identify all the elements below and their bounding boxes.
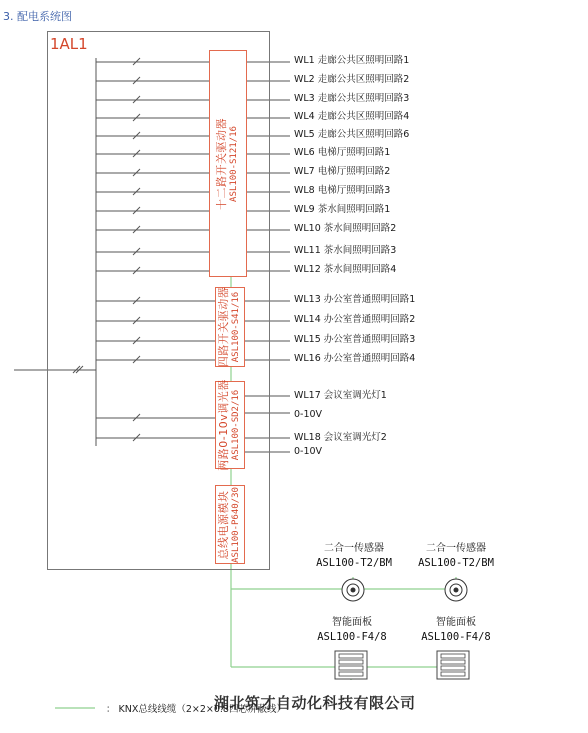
device-name: 智能面板 (436, 617, 476, 628)
device-model: ASL100-F4/8 (421, 631, 491, 643)
panel-1-label (310, 616, 394, 644)
circuit-label-wl17: WL17 会议室调光灯1 (294, 390, 387, 401)
sensor-icon (443, 577, 469, 603)
switch-actuator-12ch (209, 50, 247, 277)
circuit-label-wl12: WL12 茶水间照明回路4 (294, 264, 397, 275)
bus-power-supply (215, 485, 245, 564)
circuit-label-wl2: WL2 走廊公共区照明回路2 (294, 74, 410, 85)
dimmer-2ch (215, 381, 245, 469)
device-model: ASL100-T2/BM (418, 557, 494, 569)
circuit-label-wl16: WL16 办公室普通照明回路4 (294, 353, 416, 364)
switch-actuator-4ch (215, 287, 245, 367)
circuit-label-wl5: WL5 走廊公共区照明回路6 (294, 129, 410, 140)
sensor-icon (340, 577, 366, 603)
dimmer-output-2: 0-10V (294, 446, 323, 457)
panel-icon (334, 650, 368, 680)
device-name: 智能面板 (332, 617, 372, 628)
circuit-label-wl3: WL3 走廊公共区照明回路3 (294, 93, 410, 104)
device-model: ASL100-F4/8 (317, 631, 387, 643)
device-name: 二合一传感器 (426, 543, 486, 554)
panel-label: 1AL1 (50, 35, 88, 53)
circuit-label-wl14: WL14 办公室普通照明回路2 (294, 314, 416, 325)
module-name: 四路开关驱动器 (217, 286, 230, 368)
module-model: ASL100-SD2/16 (231, 389, 241, 461)
circuit-label-wl7: WL7 电梯厅照明回路2 (294, 166, 391, 177)
circuit-label-wl8: WL8 电梯厅照明回路3 (294, 185, 391, 196)
module-model: ASL100-S121/16 (229, 125, 239, 202)
circuit-label-wl13: WL13 办公室普通照明回路1 (294, 294, 416, 305)
module-name: 两路0-10v调光器 (217, 379, 230, 471)
module-name: 总线电源模块 (217, 490, 230, 560)
device-name: 二合一传感器 (324, 543, 384, 554)
circuit-label-wl11: WL11 茶水间照明回路3 (294, 245, 397, 256)
circuit-label-wl6: WL6 电梯厅照明回路1 (294, 147, 391, 158)
dimmer-output-1: 0-10V (294, 409, 323, 420)
device-model: ASL100-T2/BM (316, 557, 392, 569)
company-watermark: 湖北筑才自动化科技有限公司 (214, 694, 416, 712)
module-name: 十二路开关驱动器 (215, 117, 228, 210)
circuit-label-wl10: WL10 茶水间照明回路2 (294, 223, 397, 234)
circuit-label-wl15: WL15 办公室普通照明回路3 (294, 334, 416, 345)
legend-text: ： KNX总线线缆（2×2×0.8四芯屏蔽线） (106, 704, 286, 715)
circuit-label-wl4: WL4 走廊公共区照明回路4 (294, 111, 410, 122)
circuit-label-wl9: WL9 茶水间照明回路1 (294, 204, 391, 215)
sensor-1-label (312, 542, 396, 570)
module-model: ASL100-S41/16 (231, 291, 241, 363)
module-model: ASL100-P640/30 (231, 486, 241, 563)
panel-2-label (414, 616, 498, 644)
circuit-label-wl18: WL18 会议室调光灯2 (294, 432, 387, 443)
panel-icon (436, 650, 470, 680)
page-title: 3. 配电系统图 (3, 10, 72, 23)
sensor-2-label (414, 542, 498, 570)
circuit-label-wl1: WL1 走廊公共区照明回路1 (294, 55, 410, 66)
